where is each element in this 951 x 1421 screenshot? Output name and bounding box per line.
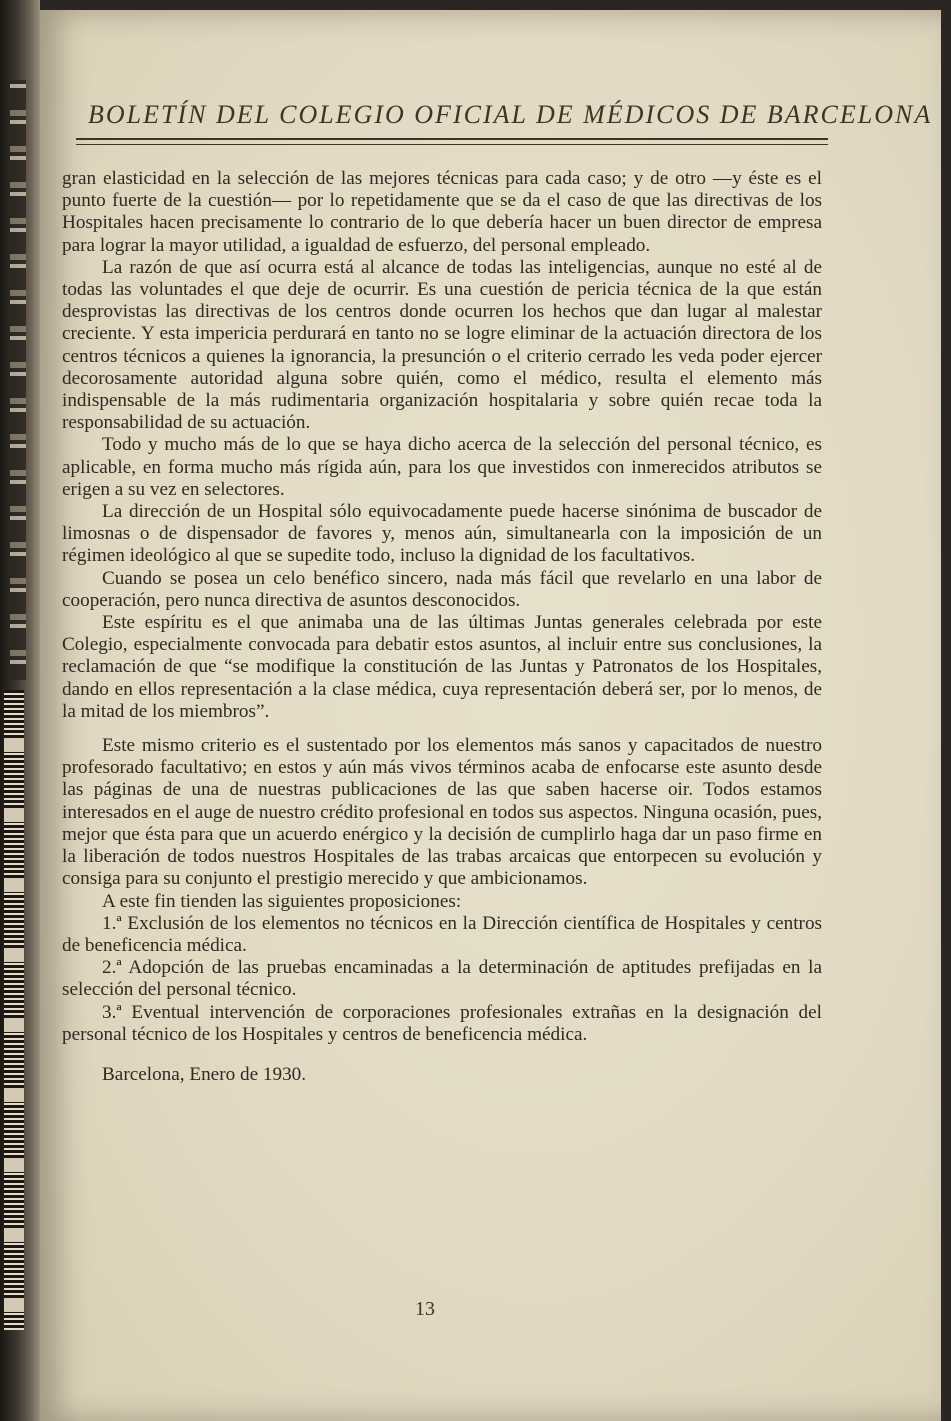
- paragraph: La dirección de un Hospital sólo equivocadamente puede hacerse sinónima de buscador de limosnas o de dispensador de favores y, menos aún, simultanearla con la imposición de un régimen ideológico al que se supedite todo, incluso la dignidad de los facultativos.: [62, 501, 822, 567]
- page-number: 13: [415, 1298, 435, 1320]
- paragraph: gran elasticidad en la selección de las mejores técnicas para cada caso; y de otro —y éste es el punto fuerte de la cuestión— por lo repetidamente que se da el caso de que las directivas de los Hospitales hacen precisamente lo contrario de lo que debería hacer un buen director de empresa para lograr la mayor utilidad, a igualdad de esfuerzo, del personal empleado.: [62, 168, 822, 256]
- header-rule-thick: [76, 138, 828, 140]
- header-rule-thin: [76, 144, 828, 145]
- paragraph: La razón de que así ocurra está al alcance de todas las inteligencias, aunque no esté al de todas las voluntades el que deje de ocurrir. Es una cuestión de pericia técnica de la que están desprovistas las directivas de los centros donde ocurren los hechos que dan lugar al malestar creciente. Y esta impericia perdurará en tanto no se logre eliminar de la actuación directora de los centros técnicos a quienes la ignorancia, la presunción o el criterio cerrado les veda poder ejercer decorosamente autoridad alguna sobre quién, como el médico, resulta el elemento más indispensable de la más rudimentaria organización hospitalaria y sobre quién recae toda la responsabilidad de su actuación.: [62, 256, 822, 434]
- list-item: 1.ª Exclusión de los elementos no técnicos en la Dirección científica de Hospitales y centros de beneficencia médica.: [62, 912, 822, 956]
- paragraph: Cuando se posea un celo benéfico sincero, nada más fácil que revelarlo en una labor de cooperación, pero nunca directiva de asuntos desconocidos.: [62, 567, 822, 611]
- binding-band: [4, 690, 24, 1330]
- closing-date: Barcelona, Enero de 1930.: [102, 1063, 307, 1085]
- page: [40, 10, 941, 1421]
- list-item: 3.ª Eventual intervención de corporaciones profesionales extrañas en la designación del personal técnico de los Hospitales y centros de beneficencia médica.: [62, 1001, 822, 1045]
- paragraph: Este mismo criterio es el sustentado por los elementos más sanos y capacitados de nuestro profesorado facultativo; en estos y aún más vivos términos acaba de enfocarse este asunto desde las páginas de una de nuestras publicaciones de las que saben hacerse oir. Todos estamos interesados en el auge de nuestro crédito profesional en todos sus aspectos. Ninguna ocasión, pues, mejor que ésta para que un acuerdo enérgico y la decisión de cumplirlo haga dar un paso firme en la liberación de todos nuestros Hospitales de las trabas arcaicas que entorpecen su evolución y consiga para su conjunto el prestigio merecido y que ambicionamos.: [62, 735, 822, 890]
- page-header: BOLETÍN DEL COLEGIO OFICIAL DE MÉDICOS DE BARCELONA: [88, 100, 933, 129]
- book-binding: [0, 0, 40, 1421]
- list-item: 2.ª Adopción de las pruebas encaminadas a la determinación de aptitudes prefijadas en la selección del personal técnico.: [62, 957, 822, 1001]
- paragraph: Este espíritu es el que animaba una de las últimas Juntas generales celebrada por este Colegio, especialmente convocada para debatir estos asuntos, al incluir entre sus conclusiones, la reclamación de que “se modifique la constitución de las Juntas y Patronatos de los Hospitales, dando en ellos representación a la clase médica, cuya representación deberá ser, por lo menos, de la mitad de los miembros”.: [62, 612, 822, 722]
- paragraph: Todo y mucho más de lo que se haya dicho acerca de la selección del personal técnico, es aplicable, en forma mucho más rígida aún, para los que investidos con inmerecidos atributos se erigen a su vez en selectores.: [62, 434, 822, 500]
- binding-ornament: [10, 80, 26, 680]
- body-text: [62, 168, 822, 1086]
- paragraph: A este fin tienden las siguientes proposiciones:: [102, 890, 462, 912]
